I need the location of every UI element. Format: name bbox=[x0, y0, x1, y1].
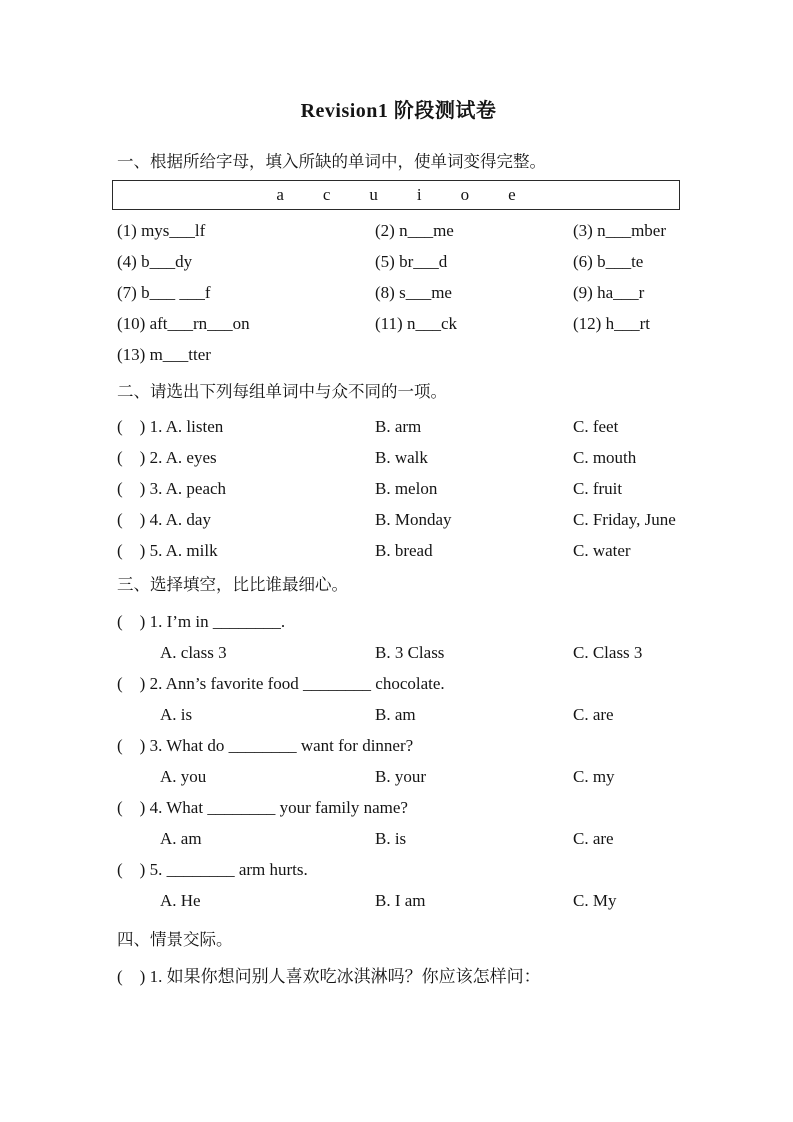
fill-word-item: (4) b___dy bbox=[117, 252, 193, 271]
choice-b: B. am bbox=[375, 705, 416, 724]
odd-one-out-row bbox=[117, 542, 680, 573]
fill-word-item: (7) b___ ___f bbox=[117, 283, 211, 302]
page-title: Revision1 阶段测试卷 bbox=[300, 100, 497, 122]
given-letter: c bbox=[322, 185, 331, 204]
odd-one-out-row bbox=[117, 418, 680, 449]
choice-c: C. feet bbox=[573, 417, 619, 436]
choice-b: B. Monday bbox=[375, 510, 452, 529]
section4-heading: 四、情景交际。 bbox=[117, 931, 233, 949]
fill-word-row bbox=[117, 253, 680, 284]
choice-a: ( ) 3. A. peach bbox=[117, 479, 227, 498]
choice-c: C. My bbox=[573, 891, 617, 910]
fill-word-item: (5) br___d bbox=[375, 252, 448, 271]
fill-word-row bbox=[117, 346, 680, 377]
fill-word-item: (11) n___ck bbox=[375, 314, 457, 333]
choice-b: B. walk bbox=[375, 448, 428, 467]
choice-a: ( ) 2. A. eyes bbox=[117, 448, 217, 467]
choice-c: C. are bbox=[573, 705, 614, 724]
given-letter: o bbox=[460, 185, 470, 204]
choice-a: A. is bbox=[160, 705, 193, 724]
fill-word-item: (9) ha___r bbox=[573, 283, 645, 302]
choice-c: C. fruit bbox=[573, 479, 623, 498]
fill-word-item: (8) s___me bbox=[375, 283, 452, 302]
answer-options-row bbox=[117, 768, 680, 799]
answer-options-row bbox=[117, 892, 680, 923]
given-letter: u bbox=[369, 185, 378, 204]
given-letter: i bbox=[416, 185, 422, 204]
choice-a: A. class 3 bbox=[160, 643, 227, 662]
choice-a: ( ) 4. A. day bbox=[117, 510, 211, 529]
fill-word-item: (6) b___te bbox=[573, 252, 644, 271]
fill-word-item: (10) aft___rn___on bbox=[117, 314, 250, 333]
choice-c: C. Friday, June bbox=[573, 510, 676, 529]
choice-c: C. are bbox=[573, 829, 614, 848]
section1-heading: 一、根据所给字母，填入所缺的单词中，使单词变得完整。 bbox=[117, 153, 546, 171]
fill-word-item: (13) m___tter bbox=[117, 345, 211, 364]
choice-a: A. am bbox=[160, 829, 202, 848]
choice-a: ( ) 1. A. listen bbox=[117, 417, 224, 436]
choice-b: B. melon bbox=[375, 479, 438, 498]
choice-c: C. water bbox=[573, 541, 631, 560]
question-stem: ( ) 1. I’m in ________. bbox=[117, 612, 286, 631]
choice-b: B. is bbox=[375, 829, 407, 848]
fill-word-row bbox=[117, 284, 680, 315]
answer-options-row bbox=[117, 706, 680, 737]
given-letter: a bbox=[276, 185, 284, 204]
choice-b: B. your bbox=[375, 767, 426, 786]
fill-word-item: (12) h___rt bbox=[573, 314, 650, 333]
section2-heading: 二、请选出下列每组单词中与众不同的一项。 bbox=[117, 383, 447, 401]
answer-options-row bbox=[117, 830, 680, 861]
given-letters-box bbox=[112, 180, 680, 210]
choice-c: C. my bbox=[573, 767, 615, 786]
fill-word-item: (2) n___me bbox=[375, 221, 454, 240]
question-stem: ( ) 2. Ann’s favorite food ________ chocolate. bbox=[117, 674, 445, 693]
choice-b: B. bread bbox=[375, 541, 433, 560]
fill-word-item: (1) mys___lf bbox=[117, 221, 206, 240]
fill-word-item: (3) n___mber bbox=[573, 221, 667, 240]
question-stem: ( ) 4. What ________ your family name? bbox=[117, 798, 408, 817]
choice-a: A. you bbox=[160, 767, 207, 786]
choice-a: ( ) 5. A. milk bbox=[117, 541, 218, 560]
choice-b: B. arm bbox=[375, 417, 422, 436]
section3-heading: 三、选择填空，比比谁最细心。 bbox=[117, 576, 348, 594]
choice-b: B. 3 Class bbox=[375, 643, 445, 662]
choice-c: C. mouth bbox=[573, 448, 637, 467]
fill-word-row bbox=[117, 315, 680, 346]
question-stem: ( ) 3. What do ________ want for dinner? bbox=[117, 736, 414, 755]
question-stem: ( ) 5. ________ arm hurts. bbox=[117, 860, 308, 879]
choice-b: B. I am bbox=[375, 891, 426, 910]
fill-word-row bbox=[117, 222, 680, 253]
odd-one-out-row bbox=[117, 449, 680, 480]
given-letter: e bbox=[508, 185, 516, 204]
odd-one-out-row bbox=[117, 480, 680, 511]
situational-question: ( ) 1. 如果你想问别人喜欢吃冰淇淋吗？你应该怎样问： bbox=[117, 967, 541, 986]
choice-a: A. He bbox=[160, 891, 201, 910]
choice-c: C. Class 3 bbox=[573, 643, 643, 662]
answer-options-row bbox=[117, 644, 680, 675]
odd-one-out-row bbox=[117, 511, 680, 542]
